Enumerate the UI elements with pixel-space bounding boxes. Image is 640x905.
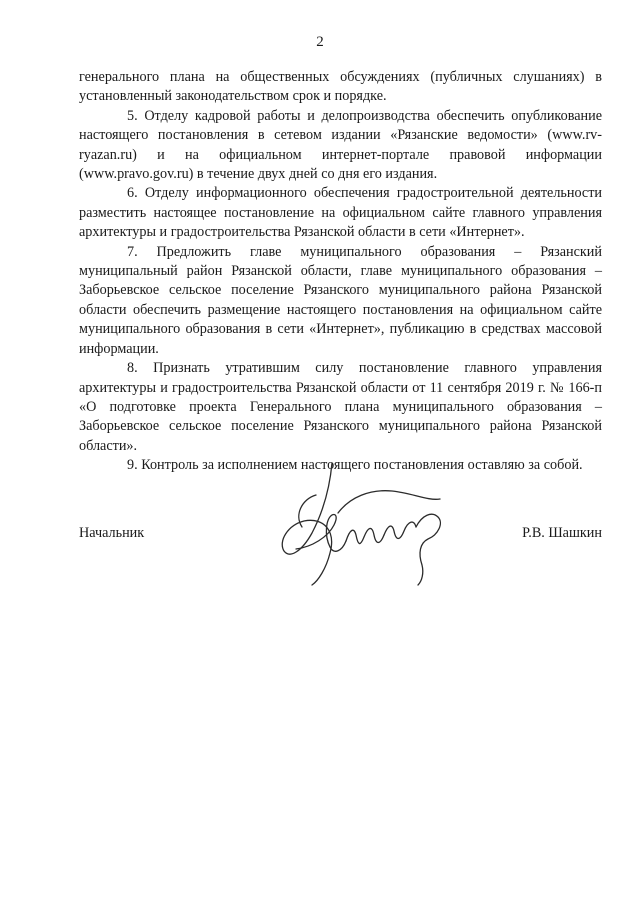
page-number: 2 (316, 34, 324, 50)
paragraph-item-9: 9. Контроль за исполнением настоящего постановления оставляю за собой. (127, 457, 583, 474)
paragraph-item-7: 7. Предложить главе муниципального образования – Рязанский муниципальный район Рязанской области, главе муниципального образования – Заборьевское сельское поселение Рязанского муниципального района Рязанской области обеспечить размещение настоящего постановления на официальном сайте муниципального образования в сети «Интернет», публикацию в средствах массовой информации. (79, 243, 602, 357)
document-body (79, 68, 602, 476)
signer-position: Начальник (79, 525, 145, 541)
signer-name: Р.В. Шашкин (522, 525, 602, 541)
paragraph-item-6: 6. Отделу информационного обеспечения градостроительной деятельности разместить настоящее постановление на официальном сайте главного управления архитектуры и градостроительства Рязанской области в сети «Интернет». (79, 185, 602, 241)
paragraph-item-8: 8. Признать утратившим силу постановление главного управления архитектуры и градостроительства Рязанской области от 11 сентября 2019 г. № 166-п «О подготовке проекта Генерального плана муниципального образования – Заборьевское сельское поселение Рязанского муниципального района Рязанской области». (79, 360, 602, 454)
handwritten-signature (272, 455, 462, 590)
paragraph-item-5: 5. Отделу кадровой работы и делопроизводства обеспечить опубликование настоящего постановления в сетевом издании «Рязанские ведомости» (www.rv-ryazan.ru) и на официальном интернет-портале правовой информации (www.pravo.gov.ru) в течение двух дней со дня его издания. (79, 107, 602, 183)
paragraph-continuation: генерального плана на общественных обсуждениях (публичных слушаниях) в установленный законодательством срок и порядке. (79, 69, 602, 105)
